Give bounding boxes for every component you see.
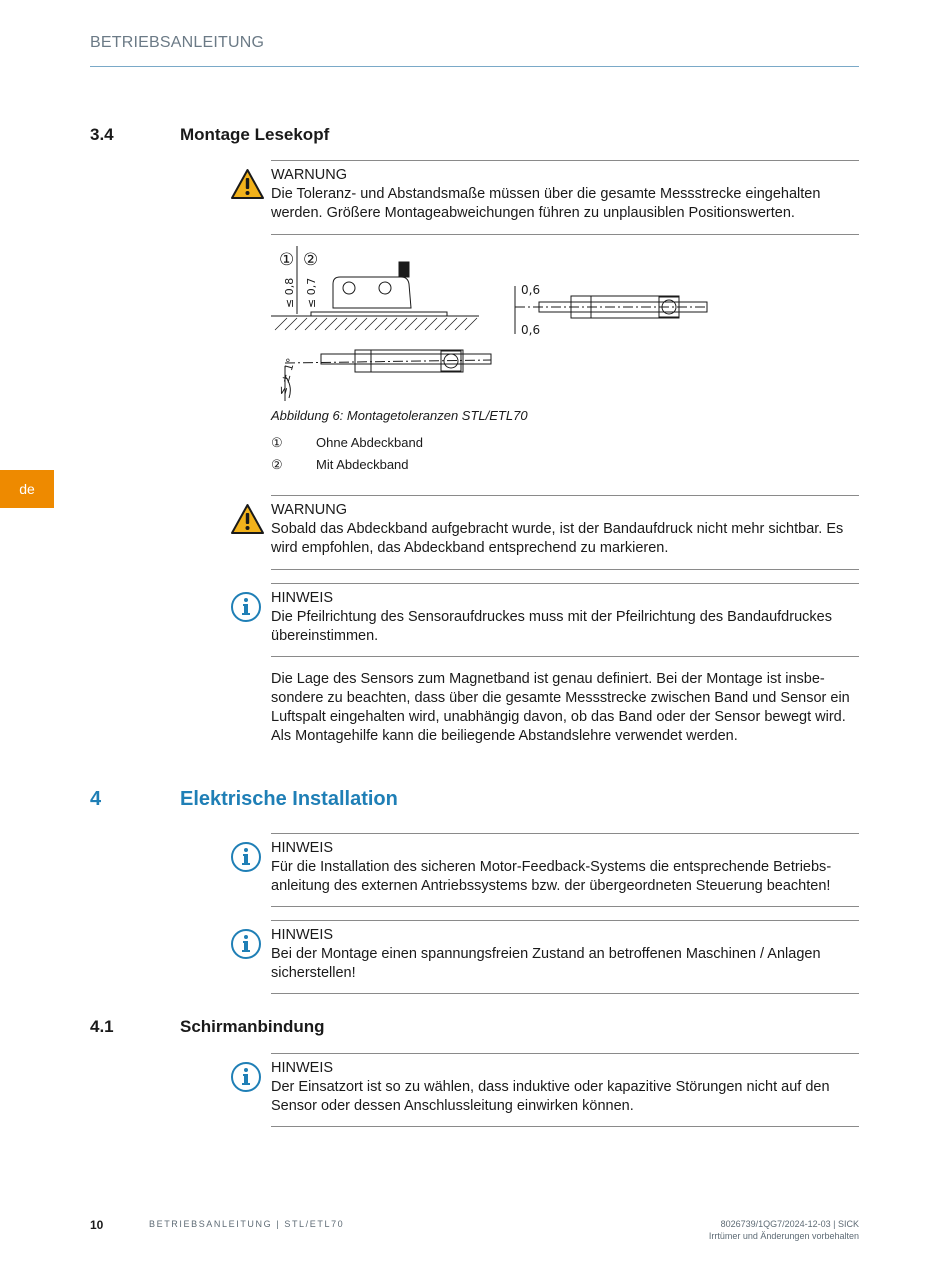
dim-gap-with-cover: ≤ 0,7 bbox=[305, 277, 318, 308]
note-label: HINWEIS bbox=[271, 927, 334, 943]
figure-marker-2: ② bbox=[303, 250, 319, 270]
note-text: Die Pfeilrichtung des Sensoraufdruckes muss mit der Pfeilrichtung des Bandaufdruckes übereinstimmen. bbox=[271, 609, 832, 644]
divider bbox=[271, 1126, 859, 1127]
section-title: Schirmanbindung bbox=[180, 1017, 325, 1036]
divider bbox=[271, 160, 859, 161]
section-title: Elektrische Installation bbox=[180, 788, 398, 810]
section-4-heading bbox=[90, 788, 398, 811]
figure-caption: Abbildung 6: Montagetoleranzen STL/ETL70 bbox=[271, 408, 528, 423]
info-icon bbox=[230, 591, 265, 623]
warning-box-tolerances bbox=[230, 160, 859, 235]
warning-text: Sobald das Abdeckband aufgebracht wurde, ist der Bandaufdruck nicht mehr sichtbar. Es wird empfohlen, das Abdeckband entsprechend zu markieren. bbox=[271, 521, 844, 556]
footer-document-title: BETRIEBSANLEITUNG | STL/ETL70 bbox=[149, 1219, 345, 1229]
note-text: Für die Installation des sicheren Motor-Feedback-Systems die entsprechende Betriebsanleitung des externen Antriebssystems bzw. der übergeordneten Steuerung beachten! bbox=[271, 859, 832, 894]
legend-key: ① bbox=[271, 435, 283, 450]
note-label: HINWEIS bbox=[271, 1060, 334, 1076]
legend-key: ② bbox=[271, 457, 283, 472]
warning-text: Die Toleranz- und Abstandsmaße müssen über die gesamte Messstrecke eingehalten werden. Größere Montageabweichungen führen zu unplausiblen Positionswerten. bbox=[271, 186, 821, 221]
note-box-arrow-direction bbox=[230, 583, 859, 657]
note-text: Bei der Montage einen spannungsfreien Zustand an betroffenen Maschinen / Anlagen sicherstellen! bbox=[271, 946, 821, 981]
divider bbox=[271, 833, 859, 834]
divider bbox=[271, 993, 859, 994]
divider bbox=[271, 569, 859, 570]
body-paragraph: Die Lage des Sensors zum Magnetband ist genau definiert. Bei der Montage ist insbesondere zu beachten, dass über die gesamte Messstrecke zwischen Band und Sensor ein Luftspalt eingehalten wird, unabhängig davon, ob das Band oder der Sensor bewegt wird. Als Montagehilfe kann die beiliegende Abstandslehre verwendet werden. bbox=[271, 671, 850, 744]
dim-gap-without-cover: ≤ 0,8 bbox=[283, 277, 296, 308]
info-icon bbox=[230, 1061, 265, 1093]
legend-item bbox=[271, 457, 409, 473]
divider bbox=[271, 920, 859, 921]
note-box-installation bbox=[230, 833, 859, 907]
legend-text: Ohne Abdeckband bbox=[316, 435, 423, 450]
note-label: HINWEIS bbox=[271, 590, 334, 606]
note-label: HINWEIS bbox=[271, 840, 334, 856]
warning-box-cover-tape bbox=[230, 495, 859, 570]
info-icon bbox=[230, 841, 265, 873]
divider bbox=[271, 583, 859, 584]
warning-icon bbox=[230, 168, 265, 200]
page-number: 10 bbox=[90, 1218, 104, 1232]
info-icon bbox=[230, 928, 265, 960]
section-3-4-heading bbox=[90, 125, 329, 145]
mounting-tolerances-figure bbox=[271, 246, 721, 406]
page-header bbox=[90, 34, 859, 67]
footer-reference bbox=[709, 1218, 859, 1242]
legend-item bbox=[271, 435, 423, 451]
legend-text: Mit Abdeckband bbox=[316, 457, 409, 472]
section-title: Montage Lesekopf bbox=[180, 125, 330, 144]
figure-marker-1: ① bbox=[279, 250, 295, 270]
footer-ref-number: 8026739/1QG7/2024-12-03 | SICK bbox=[720, 1219, 859, 1229]
divider bbox=[271, 656, 859, 657]
section-number: 3.4 bbox=[90, 125, 114, 144]
dim-angle: ≤ ± 1° bbox=[275, 356, 298, 397]
note-box-voltage-free bbox=[230, 920, 859, 994]
divider bbox=[271, 1053, 859, 1054]
warning-label: WARNUNG bbox=[271, 502, 347, 518]
divider bbox=[271, 495, 859, 496]
note-text: Der Einsatzort ist so zu wählen, dass induktive oder kapazitive Störungen nicht auf den Sensor oder dessen Anschlussleitung einwirken können. bbox=[271, 1079, 830, 1114]
divider bbox=[271, 234, 859, 235]
language-tab: de bbox=[0, 470, 54, 508]
warning-icon bbox=[230, 503, 265, 535]
section-number: 4.1 bbox=[90, 1017, 114, 1036]
divider bbox=[271, 906, 859, 907]
header-title: BETRIEBSANLEITUNG bbox=[90, 34, 265, 51]
note-box-interference bbox=[230, 1053, 859, 1127]
footer-disclaimer: Irrtümer und Änderungen vorbehalten bbox=[708, 1231, 859, 1241]
dim-lateral-bottom: 0,6 bbox=[521, 323, 541, 337]
dim-lateral-top: 0,6 bbox=[521, 283, 541, 297]
section-4-1-heading bbox=[90, 1017, 325, 1037]
section-number: 4 bbox=[90, 788, 102, 810]
warning-label: WARNUNG bbox=[271, 167, 347, 183]
